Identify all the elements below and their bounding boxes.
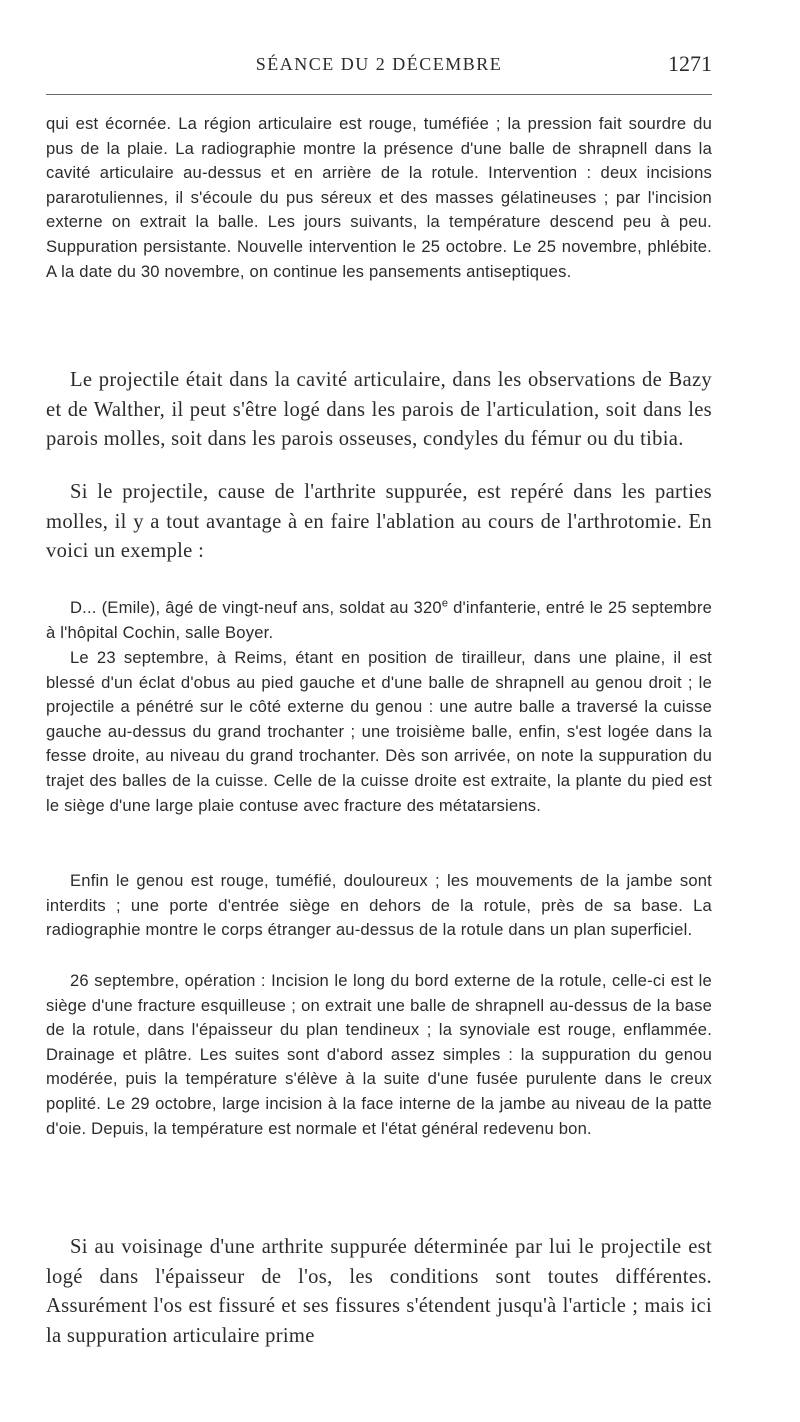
paragraph-bone-projectile: Si au voisinage d'une arthrite suppurée déterminée par lui le projectile est logé dans l'épaisseur de l'os, les conditions sont toutes différentes. Assurément l'os est fissuré et ses fissures s'étendent jusqu'à l'article ; mais ici la suppuration articulaire prime <box>46 1236 712 1347</box>
paragraph-injury-history: Le 23 septembre, à Reims, étant en position de tirailleur, dans une plaine, il est blessé d'un éclat d'obus au pied gauche et d'une balle de shrapnell au genou droit ; le projectile a pénétré sur le côté externe du genou : une autre balle a traversé la cuisse gauche au-dessus du grand trochanter ; une troisième balle, enfin, s'est logée dans la fesse droite, au niveau du grand trochanter. Dès son arrivée, on note la suppuration du trajet des balles de la cuisse. Celle de la cuisse droite est extraite, la plante du pied est le siège d'une large plaie contuse avec fracture des métatarsiens. <box>46 648 712 815</box>
running-title: SÉANCE DU 2 DÉCEMBRE <box>255 54 503 74</box>
paragraph-projectile-location: Le projectile était dans la cavité articulaire, dans les observations de Bazy et de Walther, il peut s'être logé dans les parois de l'articulation, soit dans les parois molles, soit dans les parois osseuses, condyles du fémur ou du tibia. <box>46 369 712 450</box>
paragraph-knee-exam: Enfin le genou est rouge, tuméfié, douloureux ; les mouvements de la jambe sont interdits ; une porte d'entrée siège en dehors de la rotule, près de sa base. La radiographie montre le corps étranger au-dessus de la rotule dans un plan superficiel. <box>46 871 712 940</box>
patient-intro-text: D... (Emile), âgé de vingt-neuf ans, soldat au 320 <box>70 598 442 617</box>
ordinal-superscript: e <box>441 597 449 610</box>
page-number: 1271 <box>668 51 712 76</box>
paragraph-case-continuation: qui est écornée. La région articulaire est rouge, tuméfiée ; la pression fait sourdre du pus de la plaie. La radiographie montre la présence d'une balle de shrapnell dans la cavité articulaire au-dessus et en arrière de la rotule. Intervention : deux incisions pararotuliennes, il s'écoule du pus séreux et des masses gélatineuses ; par l'incision externe on extrait la balle. Les jours suivants, la température descend peu à peu. Suppuration persistante. Nouvelle intervention le 25 octobre. Le 25 novembre, phlébite. A la date du 30 novembre, on continue les pansements antiseptiques. <box>46 114 712 281</box>
running-head <box>46 50 712 80</box>
patient-intro-text-end: d'infanterie, entré le 25 septembre à l'hôpital Cochin, salle Boyer. <box>46 598 712 642</box>
paragraph-patient-intro <box>46 596 712 645</box>
paragraph-soft-tissue-projectile: Si le projectile, cause de l'arthrite suppurée, est repéré dans les parties molles, il y a tout avantage à en faire l'ablation au cours de l'arthrotomie. En voici un exemple : <box>46 481 712 562</box>
header-rule <box>46 94 712 95</box>
paragraph-operation: 26 septembre, opération : Incision le long du bord externe de la rotule, celle-ci est le siège d'une fracture esquilleuse ; on extrait une balle de shrapnell au-dessus de la base de la rotule, dans l'épaisseur du plan tendineux ; la synoviale est rouge, enflammée. Drainage et plâtre. Les suites sont d'abord assez simples : la suppuration du genou modérée, puis la température s'élève à la suite d'une fusée purulente dans le creux poplité. Le 29 octobre, large incision à la face interne de la jambe au niveau de la patte d'oie. Depuis, la température est normale et l'état général redevenu bon. <box>46 971 712 1138</box>
